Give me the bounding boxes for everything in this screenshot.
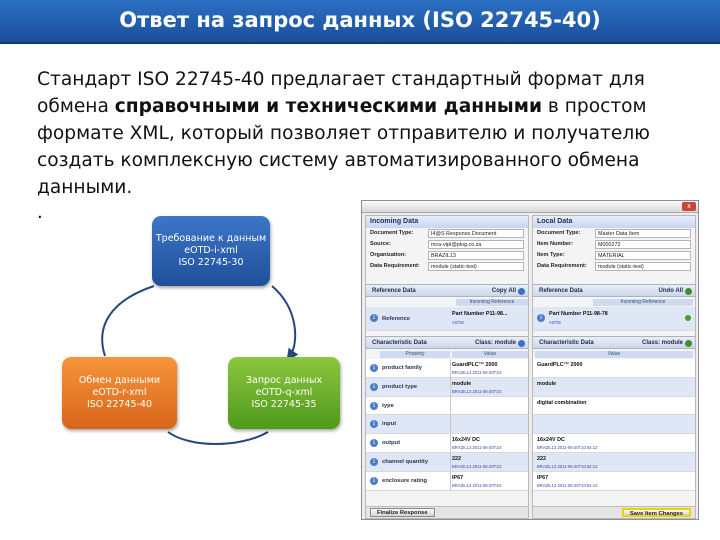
- intro-text-bold: справочными и техническими данными: [114, 96, 542, 117]
- intro-text-2: в простом формате XML, который позволяет отправителю и получателю создать комплексную систему автоматизированного обмена данными.: [37, 96, 650, 198]
- field-value[interactable]: M000272: [595, 240, 691, 249]
- stray-dot: .: [37, 202, 43, 223]
- property-value: GuardPLC™ 2000: [452, 362, 498, 368]
- property-row[interactable]: [366, 434, 528, 453]
- property-source: BRAZIL13 2011-06-20T10:: [452, 445, 502, 451]
- local-value-row[interactable]: [533, 415, 695, 434]
- incoming-field-org: [366, 250, 528, 261]
- data-exchange-box: [62, 357, 177, 429]
- box-left-line1: Обмен данными: [78, 375, 161, 386]
- local-value: 16x24V DC: [537, 437, 565, 444]
- local-button-bar: [533, 506, 695, 518]
- property-name: output: [382, 440, 401, 447]
- reference-data-label: Reference Data: [372, 288, 416, 294]
- field-label: Source:: [370, 241, 391, 247]
- info-icon[interactable]: i: [370, 402, 378, 410]
- local-value-row[interactable]: [533, 378, 695, 397]
- undo-icon[interactable]: [685, 288, 692, 295]
- info-icon[interactable]: i: [370, 458, 378, 466]
- accept-check-icon[interactable]: [685, 315, 691, 321]
- field-label: Data Requirement:: [370, 263, 420, 269]
- undo-icon[interactable]: [685, 340, 692, 347]
- property-value: module: [452, 380, 472, 387]
- local-value-source: BRAZIL13 2011-06-20T10:54:12: [537, 482, 598, 488]
- save-item-changes-button[interactable]: Save Item Changes: [622, 508, 691, 517]
- property-value: 16x24V DC: [452, 437, 480, 444]
- incoming-data-pane: [365, 215, 529, 519]
- info-icon[interactable]: i: [370, 314, 378, 322]
- field-label: Item Type:: [537, 252, 565, 258]
- info-icon[interactable]: i: [370, 439, 378, 447]
- local-value-row[interactable]: [533, 397, 695, 416]
- property-name: enclosure rating: [382, 477, 428, 484]
- column-divider: [450, 415, 451, 434]
- property-source: BRAZIL13 2011-06-20T10:: [452, 482, 502, 488]
- reference-label: Reference: [382, 316, 411, 322]
- copy-arrow-icon[interactable]: [518, 340, 525, 347]
- data-request-box: [228, 357, 340, 429]
- column-divider: [450, 453, 451, 472]
- copy-arrow-icon[interactable]: [518, 288, 525, 295]
- property-row[interactable]: [366, 415, 528, 434]
- column-divider: [450, 378, 451, 397]
- property-source: BRAZIL13 2011-06-20T10:: [452, 370, 502, 375]
- local-characteristic-section: [533, 336, 695, 349]
- window-titlebar: [362, 201, 698, 213]
- arrow-right-top: [272, 286, 295, 356]
- info-icon[interactable]: i: [370, 383, 378, 391]
- field-value[interactable]: module (static-test): [428, 262, 524, 271]
- value-header: Value: [452, 351, 528, 358]
- close-button[interactable]: x: [682, 202, 696, 211]
- local-field-doctype: [533, 228, 695, 239]
- field-value[interactable]: I4@S Response Document: [428, 229, 524, 238]
- info-icon[interactable]: i: [370, 364, 378, 372]
- local-value-row[interactable]: [533, 359, 695, 378]
- property-row[interactable]: [366, 453, 528, 472]
- column-divider: [450, 434, 451, 453]
- local-value-row[interactable]: [533, 434, 695, 453]
- incoming-field-source: [366, 239, 528, 250]
- box-left-line3: ISO 22745-40: [86, 399, 153, 410]
- arrow-bottom: [168, 432, 268, 444]
- incoming-field-doctype: [366, 228, 528, 239]
- local-value-source: BRAZIL13 2011-06-20T10:54:12: [537, 445, 598, 451]
- property-row[interactable]: [366, 378, 528, 397]
- field-value[interactable]: MATERIAL: [595, 251, 691, 260]
- local-value-row[interactable]: [533, 453, 695, 472]
- property-row[interactable]: [366, 359, 528, 378]
- undo-all-button[interactable]: Undo All: [658, 288, 683, 294]
- class-label: Class: module: [641, 340, 683, 346]
- page-title: Ответ на запрос данных (ISO 22745-40): [119, 8, 601, 32]
- local-value: GuardPLC™ 2000: [537, 362, 583, 368]
- incoming-characteristic-section: [366, 336, 528, 349]
- data-requirement-box: [152, 216, 270, 286]
- class-label: Class: module: [474, 340, 516, 346]
- field-value[interactable]: mca-vtpl@plog.co.za: [428, 240, 524, 249]
- local-reference-sub: ASTM: [549, 320, 561, 325]
- characteristic-data-label: Characteristic Data: [539, 340, 594, 346]
- property-source: BRAZIL13 2011-06-20T10:: [452, 464, 502, 469]
- column-divider: [450, 472, 451, 491]
- copy-all-button[interactable]: Copy All: [491, 288, 516, 294]
- characteristic-data-label: Characteristic Data: [372, 340, 427, 346]
- reference-value: Part Number P11-98...: [452, 311, 508, 317]
- intro-text-1: Стандарт ISO 22745-40 предлагает стандартный формат для обмена: [37, 69, 645, 117]
- column-divider: [450, 397, 451, 416]
- info-icon[interactable]: i: [370, 420, 378, 428]
- property-name: product type: [382, 383, 418, 390]
- reference-data-label: Reference Data: [539, 288, 583, 294]
- local-field-itemnumber: [533, 239, 695, 250]
- property-name: type: [382, 402, 394, 409]
- info-icon[interactable]: i: [537, 314, 545, 322]
- local-value: 222: [537, 456, 546, 462]
- field-label: Organization:: [370, 252, 407, 258]
- incoming-reference-header: Incoming Reference: [593, 299, 693, 306]
- box-top-line2: eOTD-i-xml: [184, 245, 238, 256]
- local-value: digital combination: [537, 399, 587, 406]
- property-row[interactable]: [366, 397, 528, 416]
- field-label: Document Type:: [537, 230, 581, 236]
- field-value[interactable]: Master Data Item: [595, 229, 691, 238]
- property-name: channel quantity: [382, 459, 429, 465]
- box-right-line1: Запрос данных: [245, 375, 323, 386]
- field-label: Data Requirement:: [537, 263, 587, 269]
- incoming-field-requirement: [366, 261, 528, 272]
- incoming-reference-header: Incoming Reference: [456, 299, 528, 306]
- property-header: Property: [380, 351, 450, 358]
- local-field-itemtype: [533, 250, 695, 261]
- column-divider: [450, 359, 451, 378]
- field-value[interactable]: BRAZIL13: [428, 251, 524, 260]
- incoming-reference-section: [366, 284, 528, 297]
- local-reference-row[interactable]: [533, 307, 695, 331]
- field-label: Item Number:: [537, 241, 574, 247]
- box-right-line2: eOTD-q-xml: [255, 387, 313, 398]
- local-value: module: [537, 380, 557, 387]
- property-row[interactable]: [366, 472, 528, 491]
- local-value: IP67: [537, 474, 549, 481]
- incoming-pane-title: Incoming Data: [366, 216, 528, 228]
- property-name: input: [382, 421, 397, 428]
- incoming-button-bar: [366, 506, 528, 518]
- box-right-line3: ISO 22745-35: [251, 399, 317, 410]
- app-window: [361, 200, 699, 520]
- box-top-line3: ISO 22745-30: [178, 257, 244, 268]
- field-label: Document Type:: [370, 230, 414, 236]
- local-field-requirement: [533, 261, 695, 272]
- property-source: BRAZIL13 2011-06-20T10:: [452, 388, 502, 394]
- local-value-row[interactable]: [533, 472, 695, 491]
- local-reference-section: [533, 284, 695, 297]
- local-data-pane: [532, 215, 696, 519]
- info-icon[interactable]: i: [370, 477, 378, 485]
- reference-sub: ASTM: [452, 320, 464, 325]
- field-value[interactable]: module (static-test): [595, 262, 691, 271]
- local-reference-value: Part Number P11-98-78: [549, 311, 608, 317]
- local-pane-title: Local Data: [533, 216, 695, 228]
- property-value: 222: [452, 456, 461, 462]
- property-name: product family: [382, 365, 422, 371]
- local-value-source: BRAZIL13 2011-06-20T10:54:12: [537, 464, 598, 469]
- box-left-line2: eOTD-r-xml: [92, 387, 147, 398]
- finalize-response-button[interactable]: Finalize Response: [370, 508, 435, 517]
- local-value-header: Value: [535, 351, 693, 358]
- box-top-line1: Требование к данным: [155, 233, 267, 244]
- property-value: IP67: [452, 474, 464, 481]
- reference-row[interactable]: [366, 307, 528, 331]
- arrow-left-top: [102, 286, 154, 356]
